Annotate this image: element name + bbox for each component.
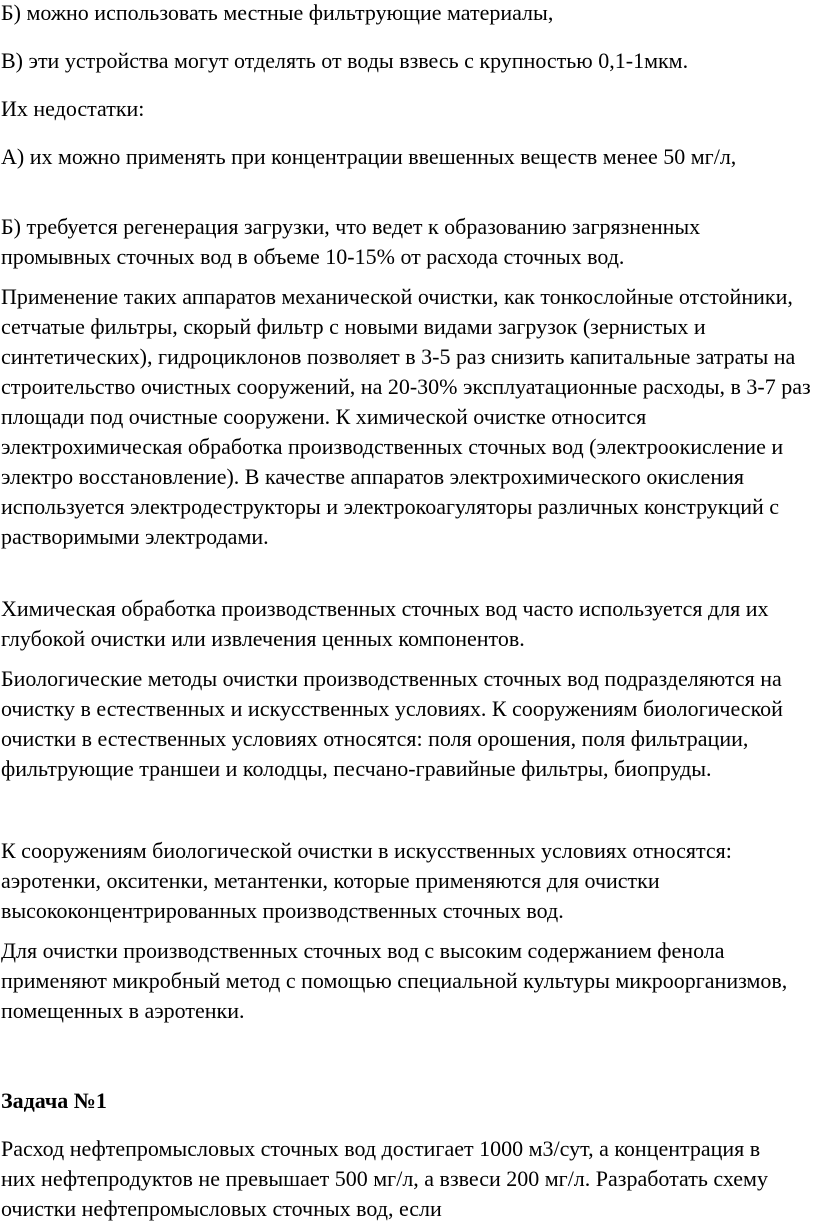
paragraph-phenol-treatment: Для очистки производственных сточных вод с высоким содержанием фенола применяют микробный метод с помощью специальной культуры микроорганизмов, помещенных в аэротенки. xyxy=(1,938,788,1023)
paragraph-a-concentration: А) их можно применять при концентрации ввешенных веществ менее 50 мг/л, xyxy=(1,144,737,169)
paragraph-mechanical-treatment: Применение таких аппаратов механической очистки, как тонкослойные отстойники, сетчатые фильтры, скорый фильтр с новыми видами загрузок (зернистых и синтетических), гидроциклонов позволяет в 3-5 раз снизить капитальные затраты на строительство очистных сооружений, на 20-30% эксплуатационные расходы, в 3-7 раз площади под очистные сооружени. К химической очистке относится электрохимическая обработка производственных сточных вод (электроокисление и электро восстановление). В качестве аппаратов электрохимического окисления используется электродеструкторы и электрокоагуляторы различных конструкций с растворимыми электродами. xyxy=(1,284,811,549)
paragraph-disadvantages-label: Их недостатки: xyxy=(1,96,145,121)
paragraph-artificial-conditions: К сооружениям биологической очистки в искусственных условиях относятся: аэротенки, окситенки, метантенки, которые применяются для очистки высококонцентрированных производственных сточных вод. xyxy=(1,838,732,923)
paragraph-b-regeneration: Б) требуется регенерация загрузки, что ведет к образованию загрязненных промывных сточных вод в объеме 10-15% от расхода сточных вод. xyxy=(1,214,701,269)
paragraph-v-suspension-size: В) эти устройства могут отделять от воды взвесь с крупностью 0,1-1мкм. xyxy=(1,48,689,73)
paragraph-biological-methods: Биологические методы очистки производственных сточных вод подразделяются на очистку в естественных и искусственных условиях. К сооружениям биологической очистки в естественных условиях относятся: поля орошения, поля фильтрации, фильтрующие траншеи и колодцы, песчано-гравийные фильтры, биопруды. xyxy=(1,666,783,781)
paragraph-chemical-treatment: Химическая обработка производственных сточных вод часто используется для их глубокой очистки или извлечения ценных компонентов. xyxy=(1,596,769,651)
task-text: Расход нефтепромысловых сточных вод достигает 1000 м3/сут, а концентрация в них нефтепродуктов не превышает 500 мг/л, а взвеси 200 мг/л. Разработать схему очистки нефтепромысловых сточных вод, если xyxy=(1,1136,768,1221)
paragraph-b-local-materials: Б) можно использовать местные фильтрующие материалы, xyxy=(1,0,554,25)
task-heading: Задача №1 xyxy=(1,1088,107,1113)
